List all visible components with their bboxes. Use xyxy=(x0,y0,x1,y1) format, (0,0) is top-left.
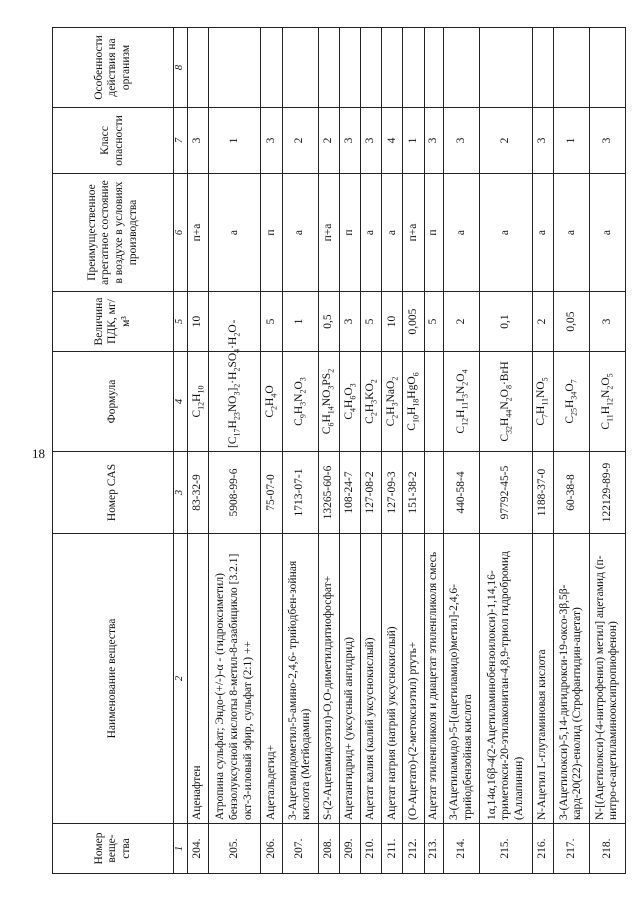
aggregate-state: п xyxy=(261,174,282,292)
effect-notes xyxy=(444,28,480,108)
pdk-value: 0,1 xyxy=(480,292,532,352)
chemical-formula: $C_{10}H_{18}HgO_6$ xyxy=(403,352,424,452)
hazard-class: 1 xyxy=(209,108,261,174)
effect-notes xyxy=(480,28,532,108)
hazard-class: 1 xyxy=(403,108,424,174)
effect-notes xyxy=(532,28,553,108)
row-number: 205. xyxy=(209,824,261,874)
effect-notes xyxy=(403,28,424,108)
effect-notes xyxy=(188,28,209,108)
table-row xyxy=(480,28,532,874)
hazard-class: 3 xyxy=(339,108,360,174)
chemical-formula: $C_{11}H_{12}N_2O_5$ xyxy=(589,352,625,452)
effect-notes xyxy=(361,28,382,108)
substance-name: Ацетальдегид+ xyxy=(261,534,282,824)
col-index: 1 xyxy=(174,824,188,874)
row-number: 218. xyxy=(589,824,625,874)
row-number: 207. xyxy=(282,824,318,874)
cas-number: 108-24-7 xyxy=(339,452,360,534)
row-number: 216. xyxy=(532,824,553,874)
table-row xyxy=(553,28,589,874)
cas-number: 5908-99-6 xyxy=(209,452,261,534)
hazard-class: 3 xyxy=(261,108,282,174)
header-state: Преимущественное агрегатное состояние в воздухе в условиях производства xyxy=(53,174,174,292)
page-number: 18 xyxy=(32,446,45,461)
chemical-formula: $[C_{17}H_{23}NO_3]_2\cdot H_2SO_4\cdot H_2O$ xyxy=(209,352,261,452)
substances-table xyxy=(52,27,626,874)
substance-name: Ацетангидрид+ (уксусный ангидрид) xyxy=(339,534,360,824)
aggregate-state: п+а xyxy=(318,174,339,292)
cas-number: 151-38-2 xyxy=(403,452,424,534)
substance-name: Ацетат натрия (натрий уксуснокислый) xyxy=(382,534,403,824)
cas-number: 83-32-9 xyxy=(188,452,209,534)
chemical-formula: $C_{12}H_{11}I_3N_2O_4$ xyxy=(444,352,480,452)
cas-number: 97792-45-5 xyxy=(480,452,532,534)
rotated-table-container xyxy=(52,28,626,874)
hazard-class: 2 xyxy=(282,108,318,174)
substance-name: 1α,14α,16β-4(2-Ацетиламинобензоилокси)-1,14,16-триметокси-20-этилаконитан-4,8,9-триол гидробромид (Аллапинин) xyxy=(480,534,532,824)
header-formula: Формула xyxy=(53,352,174,452)
table-row xyxy=(424,28,444,874)
row-number: 211. xyxy=(382,824,403,874)
chemical-formula: $C_2H_3NaO_2$ xyxy=(382,352,403,452)
row-number: 214. xyxy=(444,824,480,874)
substance-name: (О-Ацетато)-(2-метоксиэтил) ртуть+ xyxy=(403,534,424,824)
pdk-value: 10 xyxy=(188,292,209,352)
cas-number: 440-58-4 xyxy=(444,452,480,534)
chemical-formula: $C_{25}H_{34}O_7$ xyxy=(553,352,589,452)
substance-name: Ацетат калия (калий уксуснокислый) xyxy=(361,534,382,824)
col-index: 7 xyxy=(174,108,188,174)
table-row xyxy=(444,28,480,874)
cas-number: 60-38-8 xyxy=(553,452,589,534)
aggregate-state: п xyxy=(339,174,360,292)
col-index: 5 xyxy=(174,292,188,352)
hazard-class: 3 xyxy=(532,108,553,174)
table-row xyxy=(403,28,424,874)
hazard-class: 3 xyxy=(589,108,625,174)
pdk-value: 0,05 xyxy=(553,292,589,352)
substance-name: N-Ацетил L-глутаминовая кислота xyxy=(532,534,553,824)
effect-notes xyxy=(209,28,261,108)
aggregate-state: а xyxy=(209,174,261,292)
table-row xyxy=(361,28,382,874)
pdk-value: 5 xyxy=(361,292,382,352)
aggregate-state: п+а xyxy=(403,174,424,292)
cas-number: 75-07-0 xyxy=(261,452,282,534)
chemical-formula: $C_{12}H_{10}$ xyxy=(188,352,209,452)
effect-notes xyxy=(424,28,444,108)
table-row xyxy=(589,28,625,874)
col-index: 4 xyxy=(174,352,188,452)
pdk-value: 3 xyxy=(339,292,360,352)
table-row xyxy=(282,28,318,874)
row-number: 213. xyxy=(424,824,444,874)
row-number: 209. xyxy=(339,824,360,874)
cas-number: 13265-60-6 xyxy=(318,452,339,534)
table-row xyxy=(209,28,261,874)
table-row xyxy=(382,28,403,874)
hazard-class: 3 xyxy=(361,108,382,174)
table-row xyxy=(261,28,282,874)
substance-name: Аценафтен xyxy=(188,534,209,824)
col-index: 2 xyxy=(174,534,188,824)
substance-name: 3-Ацетамидометил-5-амино-2,4,6- трийодбен-зойная кислота (Метйодамин) xyxy=(282,534,318,824)
hazard-class: 3 xyxy=(188,108,209,174)
col-index: 8 xyxy=(174,28,188,108)
chemical-formula: $C_6H_{14}NO_3PS_2$ xyxy=(318,352,339,452)
cas-number: 127-09-3 xyxy=(382,452,403,534)
header-number: Номер веще-ства xyxy=(53,824,174,874)
table-body xyxy=(188,28,626,874)
aggregate-state: а xyxy=(480,174,532,292)
chemical-formula: $C_7H_{11}NO_5$ xyxy=(532,352,553,452)
row-number: 217. xyxy=(553,824,589,874)
aggregate-state: п xyxy=(424,174,444,292)
effect-notes xyxy=(282,28,318,108)
cas-number: 1188-37-0 xyxy=(532,452,553,534)
cas-number: 127-08-2 xyxy=(361,452,382,534)
chemical-formula: $C_4H_6O_3$ xyxy=(339,352,360,452)
header-class: Класс опасности xyxy=(53,108,174,174)
column-index-row xyxy=(174,28,188,874)
hazard-class: 2 xyxy=(480,108,532,174)
aggregate-state: а xyxy=(532,174,553,292)
chemical-formula: $C_2H_3KO_2$ xyxy=(361,352,382,452)
header-cas: Номер CAS xyxy=(53,452,174,534)
col-index: 3 xyxy=(174,452,188,534)
hazard-class: 3 xyxy=(444,108,480,174)
pdk-value: 2 xyxy=(444,292,480,352)
cas-number: 122129-89-9 xyxy=(589,452,625,534)
chemical-formula: $C_{32}H_{44}N_2O_8\cdot BrH$ xyxy=(480,352,532,452)
substance-name: 3-(Ацетилокси)-5,14-дигидрокси-19-оксо-3β,5β-кард-20(22)-енолид (Строфантидин-ацетат) xyxy=(553,534,589,824)
aggregate-state: а xyxy=(382,174,403,292)
aggregate-state: а xyxy=(553,174,589,292)
header-name: Наименование вещества xyxy=(53,534,174,824)
pdk-value: - xyxy=(209,292,261,352)
chemical-formula: $C_2H_4O$ xyxy=(261,352,282,452)
effect-notes xyxy=(589,28,625,108)
substance-name: 3-(Ацетиламидо)-5-[(ацетиламидо)метил]-2,4,6-трийодбензойная кислота xyxy=(444,534,480,824)
table-row xyxy=(188,28,209,874)
table-row xyxy=(318,28,339,874)
table-row xyxy=(339,28,360,874)
header-effect: Особенности действия на организм xyxy=(53,28,174,108)
aggregate-state: п+а xyxy=(188,174,209,292)
hazard-class: 1 xyxy=(553,108,589,174)
aggregate-state: а xyxy=(589,174,625,292)
cas-number: 1713-07-1 xyxy=(282,452,318,534)
substance-name: Ацетат этиленгликоля и диацетат этиленгликоля смесь xyxy=(424,534,444,824)
hazard-class: 3 xyxy=(424,108,444,174)
aggregate-state: а xyxy=(282,174,318,292)
effect-notes xyxy=(553,28,589,108)
cas-number xyxy=(424,452,444,534)
substance-name: Атропина сульфат; Эндо-(+/-)-α - (гидроксиметил) бензолуксусной кислоты 8-метил-8-азабицикло [3.2.1] окт-3-иловый эфир, сульфат (2:1) ++ xyxy=(209,534,261,824)
effect-notes xyxy=(261,28,282,108)
aggregate-state: а xyxy=(444,174,480,292)
row-number: 210. xyxy=(361,824,382,874)
hazard-class: 4 xyxy=(382,108,403,174)
effect-notes xyxy=(382,28,403,108)
effect-notes xyxy=(318,28,339,108)
substance-name: S-(2-Ацетамидоэтил)-О,О-диметилдитиофосфат+ xyxy=(318,534,339,824)
row-number: 206. xyxy=(261,824,282,874)
pdk-value: 5 xyxy=(261,292,282,352)
row-number: 215. xyxy=(480,824,532,874)
row-number: 212. xyxy=(403,824,424,874)
hazard-class: 2 xyxy=(318,108,339,174)
substance-name: N-[(Ацетилокси)-(4-нитрофенил) метил] ацетамид (п-нитро-α-ацетиламинооксипропиофенон) xyxy=(589,534,625,824)
pdk-value: 1 xyxy=(282,292,318,352)
pdk-value: 3 xyxy=(589,292,625,352)
header-pdk: Величина ПДК, мг/м³ xyxy=(53,292,174,352)
pdk-value: 0,005 xyxy=(403,292,424,352)
aggregate-state: а xyxy=(361,174,382,292)
col-index: 6 xyxy=(174,174,188,292)
header-row xyxy=(53,28,174,874)
effect-notes xyxy=(339,28,360,108)
pdk-value: 2 xyxy=(532,292,553,352)
pdk-value: 0,5 xyxy=(318,292,339,352)
row-number: 204. xyxy=(188,824,209,874)
chemical-formula xyxy=(424,352,444,452)
chemical-formula: $C_9H_3N_2O_3$ xyxy=(282,352,318,452)
pdk-value: 10 xyxy=(382,292,403,352)
pdk-value: 5 xyxy=(424,292,444,352)
table-row xyxy=(532,28,553,874)
row-number: 208. xyxy=(318,824,339,874)
